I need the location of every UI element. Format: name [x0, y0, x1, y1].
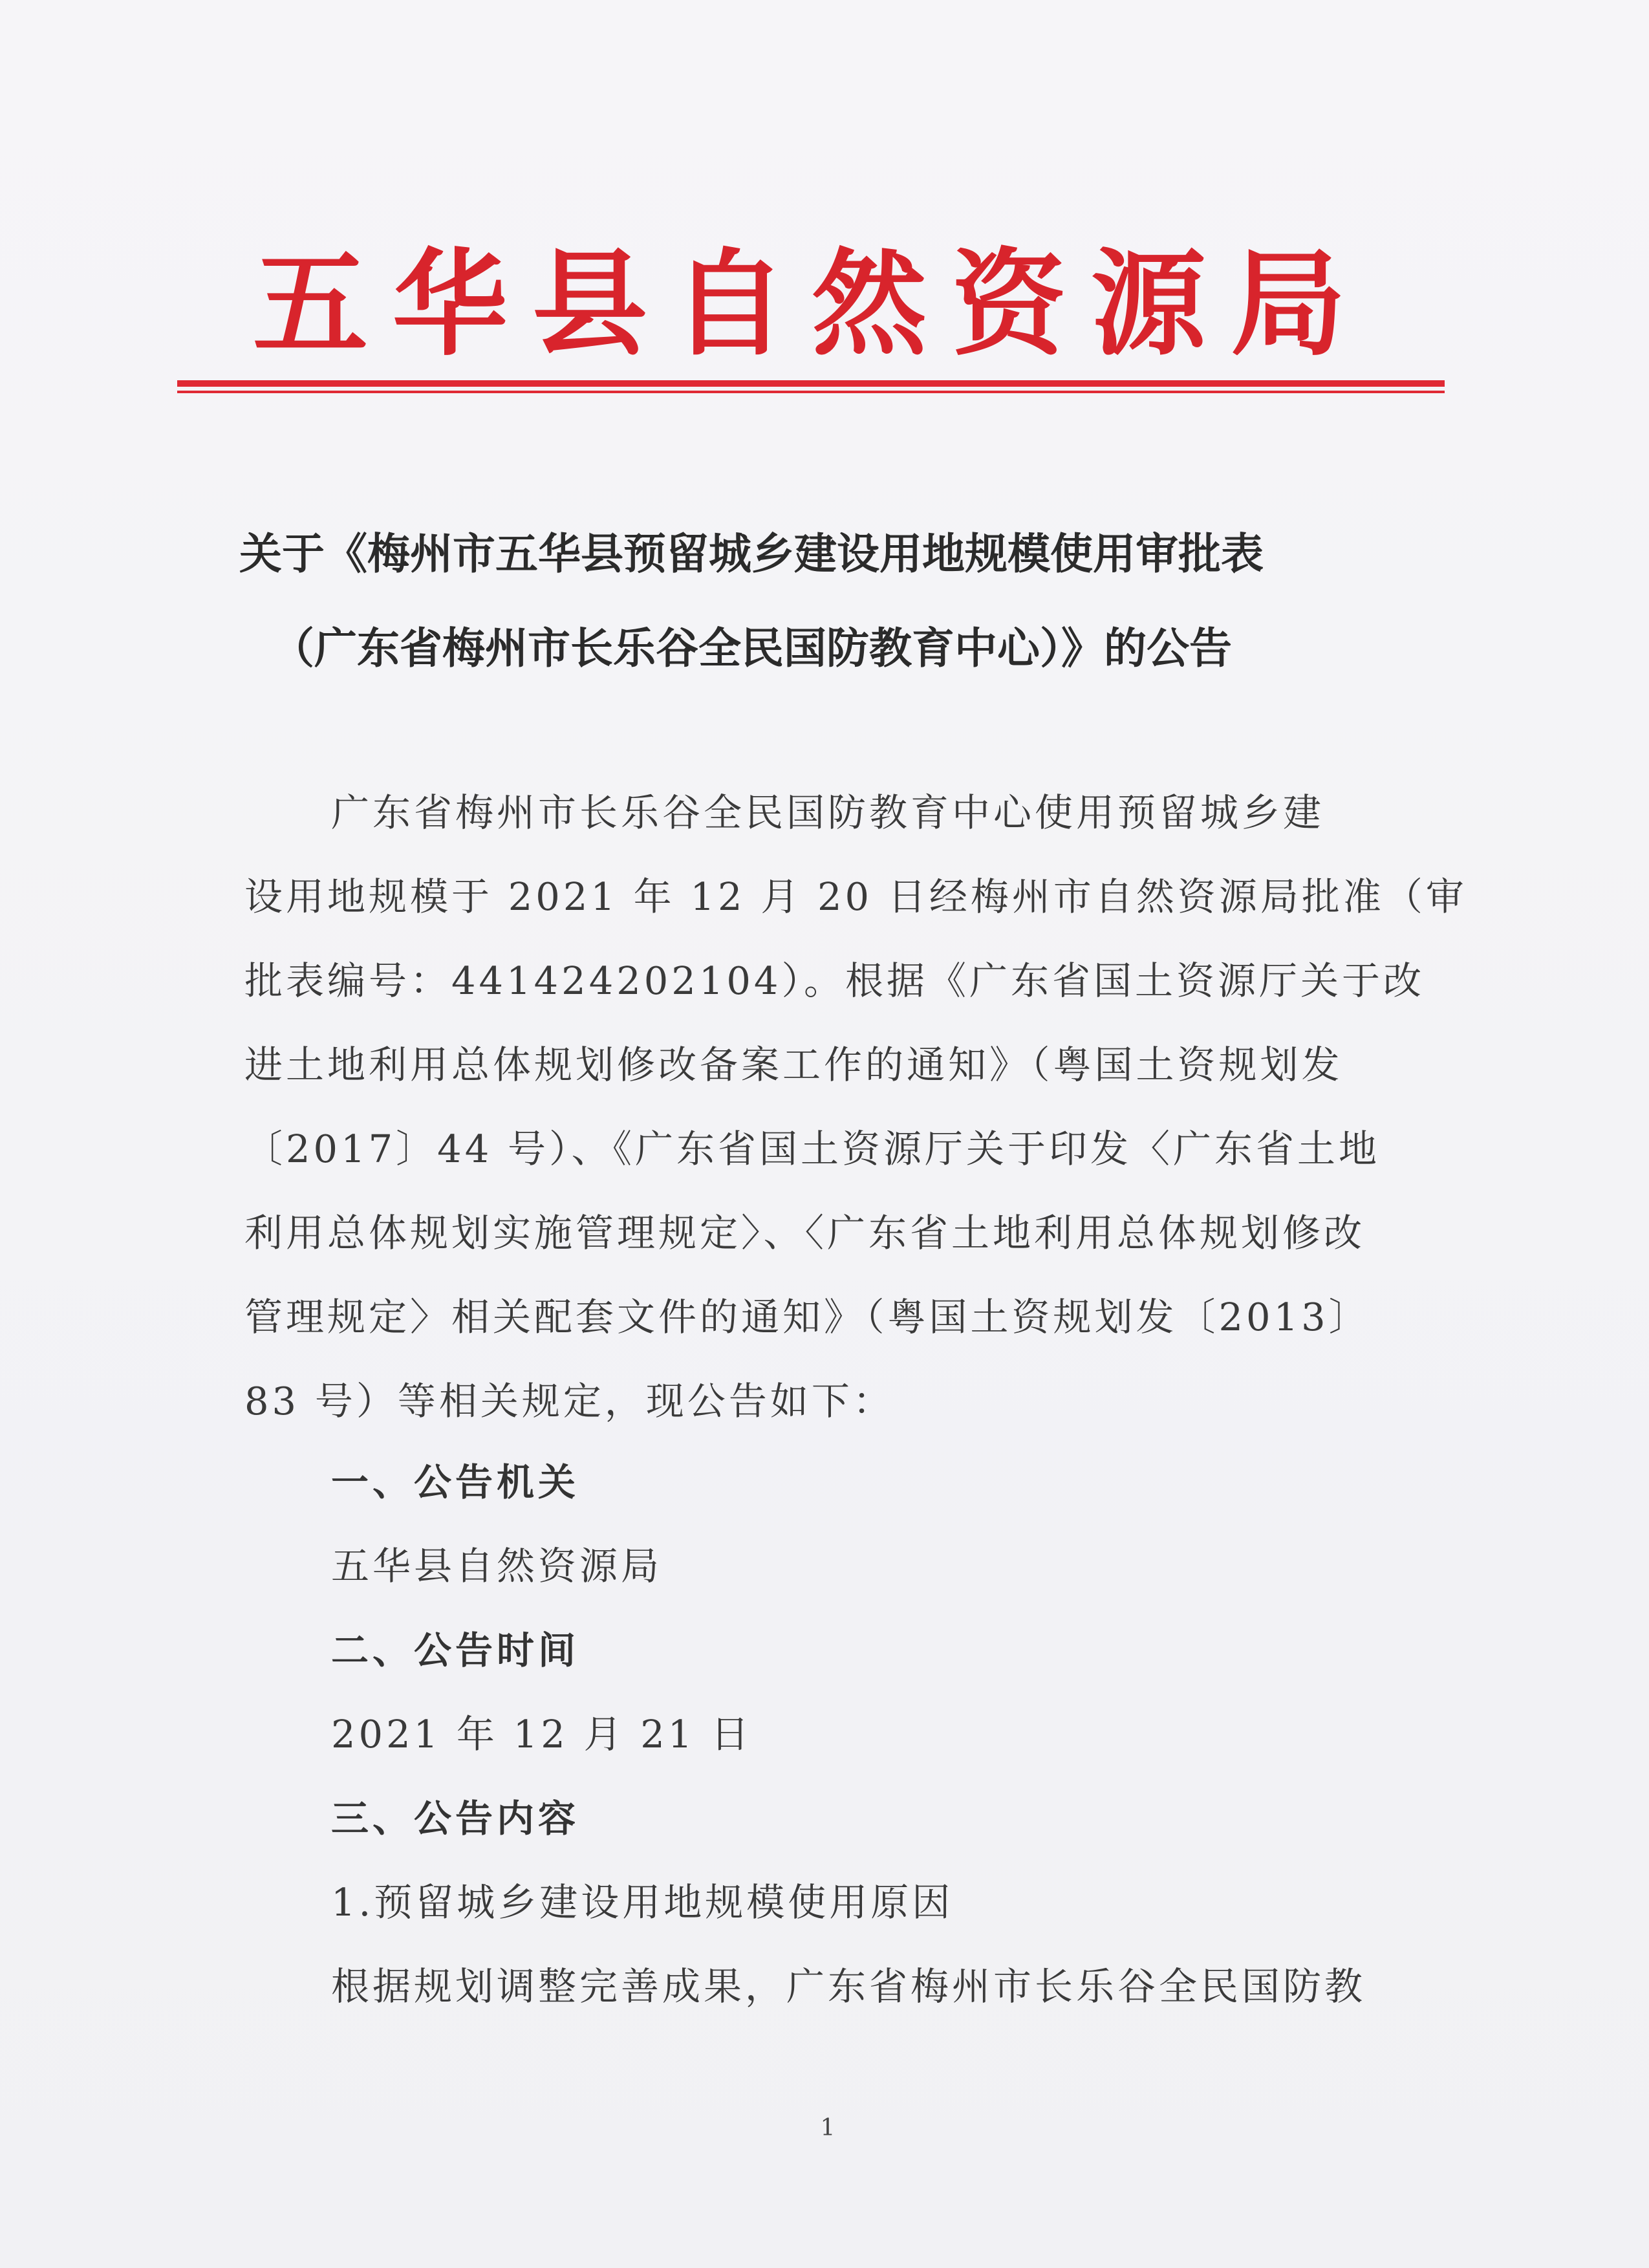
- letterhead-org-name: 五华县自然资源局: [253, 236, 1370, 371]
- body-paragraph-line: 〔2017〕44 号）、《广东省国土资源厅关于印发〈广东省土地: [244, 1127, 1380, 1171]
- document-title-line-2: （广东省梅州市长乐谷全民国防教育中心）》的公告: [272, 623, 1232, 673]
- body-paragraph-line: 进土地利用总体规划修改备案工作的通知》（粤国土资规划发: [244, 1042, 1343, 1087]
- section-content-issuing-authority: 五华县自然资源局: [331, 1544, 663, 1588]
- letterhead-red-rule-thin: [177, 391, 1445, 393]
- letterhead-red-rule: [177, 380, 1445, 387]
- section-heading-announcement-date: 二、公告时间: [331, 1628, 580, 1672]
- body-paragraph-line: 批表编号：441424202104）。根据《广东省国土资源厅关于改: [244, 958, 1425, 1003]
- section-heading-issuing-authority: 一、公告机关: [331, 1460, 580, 1504]
- section-content-announcement-date: 2021 年 12 月 21 日: [331, 1712, 753, 1756]
- body-paragraph-line: 管理规定〉相关配套文件的通知》（粤国土资规划发〔2013〕: [244, 1295, 1370, 1339]
- body-paragraph-line: 利用总体规划实施管理规定〉、〈广东省土地利用总体规划修改: [244, 1211, 1366, 1255]
- body-paragraph-line: 设用地规模于 2021 年 12 月 20 日经梅州市自然资源局批准（审: [244, 874, 1467, 919]
- section-content-reason: 根据规划调整完善成果，广东省梅州市长乐谷全民国防教: [331, 1964, 1366, 2009]
- document-title-line-1: 关于《梅州市五华县预留城乡建设用地规模使用审批表: [239, 529, 1264, 579]
- section-subheading-reason: 1.预留城乡建设用地规模使用原因: [331, 1880, 954, 1925]
- page-number: 1: [820, 2115, 835, 2141]
- section-heading-announcement-content: 三、公告内容: [331, 1797, 580, 1841]
- body-paragraph-line: 广东省梅州市长乐谷全民国防教育中心使用预留城乡建: [331, 790, 1325, 835]
- body-paragraph-line: 83 号）等相关规定，现公告如下：: [244, 1379, 894, 1423]
